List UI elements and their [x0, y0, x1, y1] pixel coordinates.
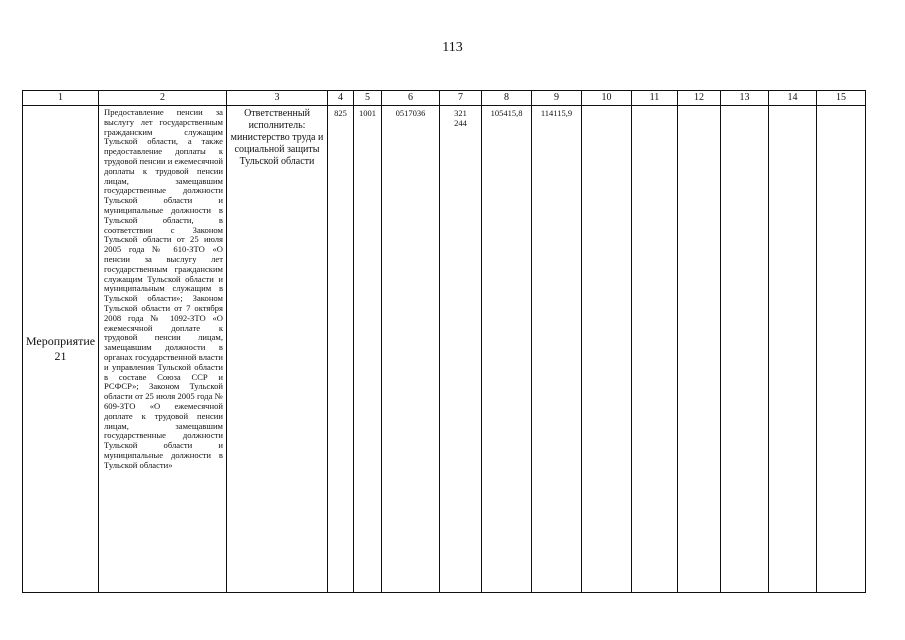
column-header-11: 11 [632, 91, 678, 106]
value-col4: 825 [334, 108, 347, 118]
value-col7: 321 244 [454, 108, 467, 128]
column-header-8: 8 [482, 91, 532, 106]
description-text: Предоставление пенсии за выслугу лет государственным гражданским служащим Тульской области, а также предоставление доплаты к трудовой пенсии и ежемесячной доплаты к трудовой пенсии лицам, замещавшим государственные должности Тульской области и муниципальные должности в Тульской области, в соответствии с Законом Тульской области от 25 июля 2005 года № 610-ЗТО «О пенсии за выслугу лет государственным гражданским служащим Тульской области и муниципальным служащим в Тульской области»; Законом Тульской области от 7 октября 2008 года № 1092-ЗТО «О ежемесячной доплате к трудовой пенсии лицам, замещавшим должности в органах государственной власти и управления Тульской области в составе Союза ССР и РСФСР»; Законом Тульской области от 25 июля 2005 года № 609-ЗТО «О ежемесячной доплате к трудовой пенсии лицам, замещавшим государственные должности Тульской области и муниципальные должности в Тульской области» [104, 107, 223, 470]
header-row [23, 91, 866, 106]
measure-cell [23, 106, 99, 593]
column-header-13: 13 [721, 91, 769, 106]
value-col8: 105415,8 [490, 108, 523, 118]
column-header-5: 5 [354, 91, 382, 106]
column-header-6: 6 [382, 91, 440, 106]
column-header-9: 9 [532, 91, 582, 106]
column-header-12: 12 [678, 91, 721, 106]
column-header-14: 14 [769, 91, 817, 106]
column-header-15: 15 [817, 91, 866, 106]
column-header-2: 2 [99, 91, 227, 106]
description-cell [99, 106, 227, 593]
executor-cell [227, 106, 328, 593]
cell-col10 [582, 106, 632, 593]
column-header-1: 1 [23, 91, 99, 106]
column-header-3: 3 [227, 91, 328, 106]
cell-col8 [482, 106, 532, 593]
cell-col11 [632, 106, 678, 593]
cell-col12 [678, 106, 721, 593]
table-row [23, 106, 866, 593]
column-header-4: 4 [328, 91, 354, 106]
column-header-7: 7 [440, 91, 482, 106]
page-number: 113 [442, 40, 463, 55]
executor-text: Ответственный исполнитель: министерство труда и социальной защиты Тульской области [230, 108, 324, 167]
cell-col15 [817, 106, 866, 593]
value-col5: 1001 [359, 108, 376, 118]
budget-table [22, 90, 866, 593]
cell-col14 [769, 106, 817, 593]
cell-col7 [440, 106, 482, 593]
cell-col9 [532, 106, 582, 593]
measure-label: Мероприятие 21 [25, 334, 96, 363]
cell-col4 [328, 106, 354, 593]
cell-col6 [382, 106, 440, 593]
value-col6: 0517036 [395, 108, 426, 118]
cell-col13 [721, 106, 769, 593]
column-header-10: 10 [582, 91, 632, 106]
value-col9: 114115,9 [540, 108, 573, 118]
cell-col5 [354, 106, 382, 593]
